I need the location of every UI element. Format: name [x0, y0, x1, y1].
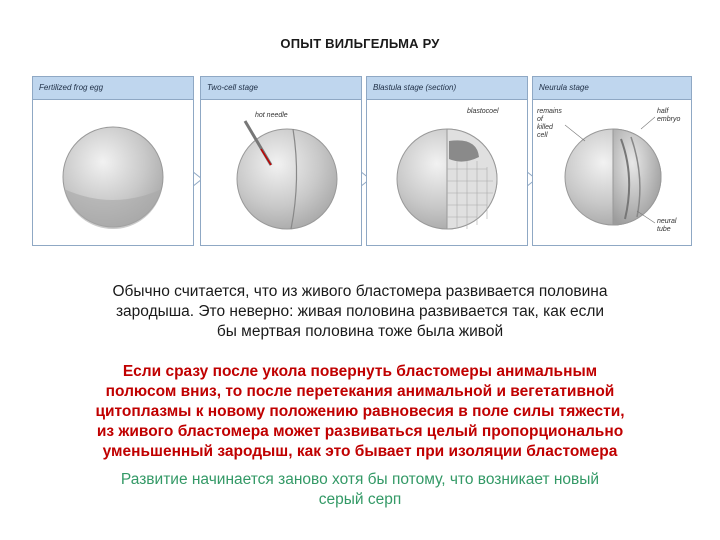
embryo-figure [32, 76, 692, 248]
paragraph-grey-crescent [40, 470, 680, 510]
panel-two-cell [200, 76, 362, 246]
svg-text:neural: neural [657, 218, 677, 225]
neurula-illustration [533, 99, 691, 245]
paragraph-rotation [40, 362, 680, 462]
text-line: бы мертвая половина тоже была живой [216, 323, 504, 340]
svg-text:remains: remains [537, 108, 562, 115]
panel-neurula [532, 76, 692, 246]
svg-text:half: half [657, 108, 669, 115]
blastula-illustration [367, 99, 527, 245]
text-line: Если сразу после укола повернуть бластомеры анимальным [122, 363, 598, 380]
svg-text:of: of [537, 116, 543, 123]
svg-text:killed: killed [537, 124, 553, 131]
text-line: цитоплазмы к новому положению равновесия в поле силы тяжести, [95, 403, 625, 420]
panel-header: Fertilized frog egg [33, 77, 193, 100]
page-title: ОПЫТ ВИЛЬГЕЛЬМА РУ [280, 36, 440, 51]
text-line: зародыша. Это неверно: живая половина развивается так, как если [115, 303, 605, 320]
panel-fertilized-egg [32, 76, 194, 246]
panel-header: Two-cell stage [201, 77, 361, 100]
needle-label: hot needle [255, 112, 288, 119]
text-line: полюсом вниз, то после перетекания анимальной и вегетативной [105, 383, 615, 400]
text-line: Развитие начинается заново хотя бы потому, что возникает новый [120, 471, 600, 488]
egg-illustration [33, 99, 193, 245]
svg-text:cell: cell [537, 132, 548, 139]
svg-text:embryo: embryo [657, 116, 681, 123]
two-cell-illustration [201, 99, 361, 245]
panel-blastula [366, 76, 528, 246]
panel-header: Neurula stage [533, 77, 691, 100]
blastocoel-label: blastocoel [467, 108, 499, 115]
text-line: из живого бластомера может развиваться целый пропорционально [96, 423, 624, 440]
text-line: уменьшенный зародыш, как это бывает при изоляции бластомера [102, 443, 618, 460]
svg-text:tube: tube [657, 226, 671, 233]
text-line: Обычно считается, что из живого бластомера развивается половина [112, 283, 608, 300]
paragraph-common-view [40, 282, 680, 342]
text-line: серый серп [318, 491, 402, 508]
panel-header: Blastula stage (section) [367, 77, 527, 100]
